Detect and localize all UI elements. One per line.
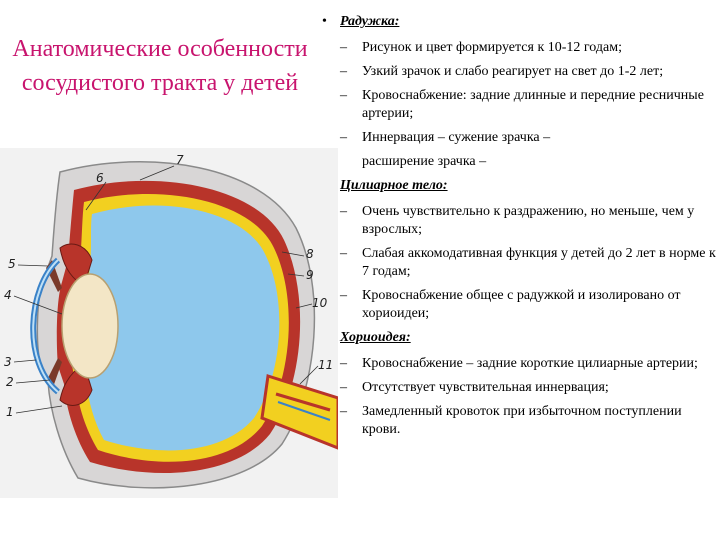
figure-label-11: 11 xyxy=(318,358,334,372)
figure-label-1: 1 xyxy=(6,405,14,419)
list-item xyxy=(318,355,718,373)
dash-marker: – xyxy=(340,246,347,261)
iris-item-1: Рисунок и цвет формируется к 10-12 годам; xyxy=(362,40,622,55)
figure-label-6: 6 xyxy=(96,171,104,185)
choroid-item-3: Замедленный кровоток при избыточном поступлении крови. xyxy=(362,404,682,437)
dash-marker: – xyxy=(340,204,347,219)
list-item xyxy=(318,403,718,439)
figure-label-10: 10 xyxy=(312,296,328,310)
iris-section-head xyxy=(318,13,718,31)
figure-label-4: 4 xyxy=(4,288,12,302)
dash-marker: – xyxy=(340,404,347,419)
iris-item-4: Иннервация – сужение зрачка – xyxy=(362,130,551,145)
lens xyxy=(62,274,118,378)
figure-label-8: 8 xyxy=(306,247,314,261)
list-item xyxy=(318,129,718,147)
dash-marker: – xyxy=(340,130,347,145)
iris-item-3: Кровоснабжение: задние длинные и передние ресничные артерии; xyxy=(362,88,704,121)
iris-continuation: расширение зрачка – xyxy=(362,154,487,169)
ciliary-heading: Цилиарное тело: xyxy=(340,178,448,193)
iris-heading: Радужка: xyxy=(340,14,400,29)
list-item xyxy=(318,379,718,397)
list-item xyxy=(318,87,718,123)
dash-marker: – xyxy=(340,356,347,371)
list-item xyxy=(318,287,718,323)
list-item xyxy=(318,245,718,281)
dash-marker: – xyxy=(340,88,347,103)
list-item xyxy=(318,203,718,239)
figure-label-7: 7 xyxy=(176,153,184,167)
figure-label-9: 9 xyxy=(306,268,314,282)
dash-marker: – xyxy=(340,380,347,395)
slide-title: Анатомические особенности сосудистого тракта у детей xyxy=(12,36,308,96)
bullet-dot: • xyxy=(322,14,327,29)
dash-marker: – xyxy=(340,40,347,55)
choroid-item-1: Кровоснабжение – задние короткие цилиарные артерии; xyxy=(362,356,698,371)
figure-label-2: 2 xyxy=(6,375,14,389)
choroid-item-2: Отсутствует чувствительная иннервация; xyxy=(362,380,609,395)
eye-anatomy-figure xyxy=(0,148,338,498)
ciliary-item-1: Очень чувствительно к раздражению, но меньше, чем у взрослых; xyxy=(362,204,695,237)
list-item xyxy=(318,63,718,81)
list-item xyxy=(318,39,718,57)
slide-content xyxy=(318,13,718,445)
choroid-section-head xyxy=(318,329,718,347)
iris-item-2: Узкий зрачок и слабо реагирует на свет до 1-2 лет; xyxy=(362,64,664,79)
ciliary-item-2: Слабая аккомодативная функция у детей до 2 лет в норме к 7 годам; xyxy=(362,246,716,279)
ciliary-section-head xyxy=(318,177,718,195)
ciliary-item-3: Кровоснабжение общее с радужкой и изолировано от хориоидеи; xyxy=(362,288,681,321)
figure-label-3: 3 xyxy=(4,355,12,369)
dash-marker: – xyxy=(340,64,347,79)
figure-label-5: 5 xyxy=(8,257,16,271)
choroid-heading: Хориоидея: xyxy=(340,330,411,345)
dash-marker: – xyxy=(340,288,347,303)
